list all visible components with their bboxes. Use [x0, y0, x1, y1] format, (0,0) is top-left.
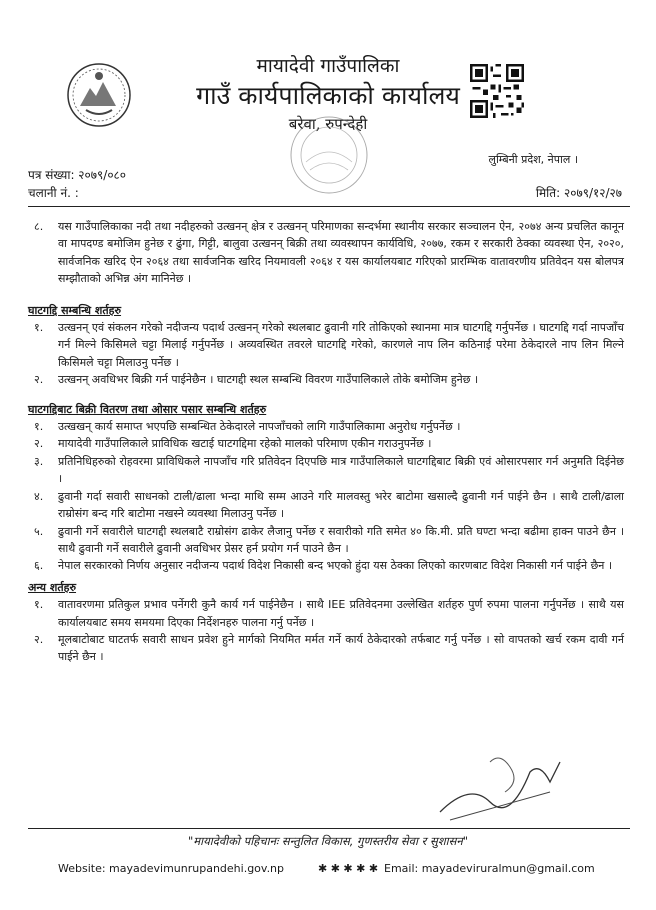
item-number: ४. — [34, 489, 44, 503]
office-stamp-icon — [286, 112, 372, 198]
list-item — [28, 319, 624, 371]
intro-clause — [28, 218, 624, 288]
section-title: घाटगद्दि सम्बन्धि शर्तहरु — [28, 303, 122, 317]
footer-motto: "मायादेवीको पहिचानः सन्तुलित विकास, गुणस्तरीय सेवा र सुशासन" — [187, 834, 469, 848]
list-item — [28, 371, 624, 388]
item-text: वातावरणमा प्रतिकुल प्रभाव पर्नेगरी कुनै कार्य गर्न पाईनेछैन । साथै IEE प्रतिवेदनमा उल्लेखित शर्तहरु पुर्ण रुपमा पालना गर्नुपर्नेछ । साथै यस कार्यालयबाट समय समयमा दिएका निर्देशनहरु पालना गर्नु पर्नेछ । — [58, 598, 624, 629]
footer-separator: ✱ ✱ ✱ ✱ ✱ — [318, 862, 379, 875]
item-text: मायादेवी गाउँपालिकाले प्राविधिक खटाई घाटगद्दिमा रहेको मालको परिमाण एकीन गराउनुपर्नेछ । — [58, 437, 432, 451]
item-text: उत्खनन् अवधिभर बिक्री गर्न पाईनेछैन । घाटगद्दी स्थल सम्बन्धि विवरण गाउँपालिकाले तोके बमोजिम हुनेछ । — [58, 373, 479, 387]
item-text: ढुवानी गर्दा सवारी साधनको टाली/ढाला भन्दा माथि सम्म आउने गरि मालवस्तु भरेर बाटोमा खसाल्दै ढुवानी गर्न पाईने छैन । साथै टाली/ढाला राम्रोसंग बन्द गरि बाटोमा नखस्ने व्यवस्था मिलाउनु पर्नेछ । — [58, 489, 624, 521]
footer-website: Website: mayadevimunrupandehi.gov.np — [58, 862, 285, 875]
footer-divider — [28, 828, 630, 829]
item-number: १. — [34, 321, 44, 335]
reference-number: पत्र संख्या: २०७९/०८० — [28, 168, 127, 182]
item-number: ५. — [34, 524, 44, 538]
letter-date: मिति: २०७९/१२/२७ — [535, 186, 622, 200]
list-item — [28, 435, 624, 452]
item-number: २. — [34, 632, 44, 646]
office-name: गाउँ कार्यपालिकाको कार्यालय — [196, 81, 460, 110]
province-label: लुम्बिनी प्रदेश, नेपाल । — [488, 153, 578, 166]
section-title: अन्य शर्तहरु — [28, 580, 77, 594]
clause-number: ८. — [34, 220, 44, 233]
item-text: ढुवानी गर्ने सवारीले घाटगद्दी स्थलबाटै राम्रोसंग ढाकेर लैजानु पर्नेछ र सवारीको गति समेत ४० कि.मी. प्रति घण्टा भन्दा बढीमा हाक्न पाउने छैन । साथै ढुवानी गर्ने सवारीले ढुवानी अवधिभर प्रेसर हर्न प्रयोग गर्न पाउने छैन । — [58, 524, 624, 555]
list-item — [28, 557, 624, 574]
list-item — [28, 453, 624, 488]
list-item — [28, 631, 624, 666]
item-number: १. — [34, 420, 44, 434]
document-body — [28, 218, 624, 666]
item-text: प्रतिनिधिहरुको रोहवरमा प्राविधिकले नापजाँच गरि प्रतिवेदन दिएपछि मात्र गाउँपालिकाले घाटगद्दिबाट बिक्री एवं ओसारपसार गर्न अनुमति दिईनेछ । — [58, 454, 624, 486]
list-item — [28, 488, 624, 523]
item-text: मूलबाटोबाट घाटतर्फ सवारी साधन प्रवेश हुने मार्गको नियमित मर्मत गर्ने कार्य ठेकेदारको तर्फबाट गर्नु पर्नेछ । सो वापतको खर्च रकम दावी गर्न पाईने छैन । — [58, 632, 624, 664]
list-item — [28, 418, 624, 435]
item-number: २. — [34, 437, 44, 451]
item-number: १. — [34, 598, 44, 612]
footer-email: Email: mayadeviruralmun@gmail.com — [384, 862, 595, 875]
signature-icon — [430, 742, 570, 832]
municipality-name: मायादेवी गाउँपालिका — [256, 55, 400, 77]
dispatch-number: चलानी नं. : — [28, 186, 79, 200]
header-divider — [28, 206, 630, 207]
office-address: बरेवा, रुपन्देही — [288, 115, 368, 133]
qr-code-icon — [470, 64, 524, 118]
item-text: उत्खनन् एवं संकलन गरेको नदीजन्य पदार्थ उत्खनन् गरेको स्थलबाट ढुवानी गरि तोकिएको स्थानमा मात्र घाटगद्दि गर्नुपर्नेछ । घाटगद्दि गर्दा नापजाँच गर्न मिल्ने किसिमले चट्टा मिलाई गर्नुपर्नेछ । अव्यवस्थित तवरले घाटगद्दि गरेको, कारणले नाप लिन कठिनाई परेमा ठेकेदारले नाप लिन मिल्ने किसिमले चट्टा मिलाउनु पर्नेछ । — [58, 321, 624, 369]
item-number: ३. — [34, 454, 44, 468]
list-item — [28, 596, 624, 631]
item-text: नेपाल सरकारको निर्णय अनुसार नदीजन्य पदार्थ विदेश निकासी बन्द भएको हुंदा यस ठेक्का लिएको कारणबाट विदेश निकासी गर्न पाईने छैन । — [58, 559, 613, 573]
item-number: २. — [34, 373, 44, 387]
clause-text: यस गाउँपालिकाका नदी तथा नदीहरुको उत्खनन् क्षेत्र र उत्खनन् परिमाणका सन्दर्भमा स्थानीय सरकार सञ्चालन ऐन, २०७४ अन्य प्रचलित कानून वा मापदण्ड बमोजिम हुनेछ र ढुंगा, गिट्टी, बालुवा उत्खनन् बिक्री तथा व्यवस्थापन कार्यविधि, २०७७, रकम र सरकारी ठेक्का व्यवस्था ऐन, २०२०, सार्वजनिक खरिद ऐन २०६४ तथा सार्वजनिक खरिद नियमावली २०६४ र यस कार्यालयबाट गरिएको प्रारम्भिक वातावरणीय प्रतिवेदन यस बोलपत्र सम्झौताको अभिन्न अंग मानिनेछ । — [58, 220, 624, 286]
list-item — [28, 523, 624, 558]
item-number: ६. — [34, 559, 44, 573]
item-text: उत्खखन् कार्य समाप्त भएपछि सम्बन्धित ठेकेदारले नापजाँचको लागि गाउँपालिकामा अनुरोध गर्नुपर्नेछ । — [58, 420, 461, 434]
section-title: घाटगद्दिबाट बिक्री वितरण तथा ओसार पसार सम्बन्धि शर्तहरु — [28, 402, 267, 416]
